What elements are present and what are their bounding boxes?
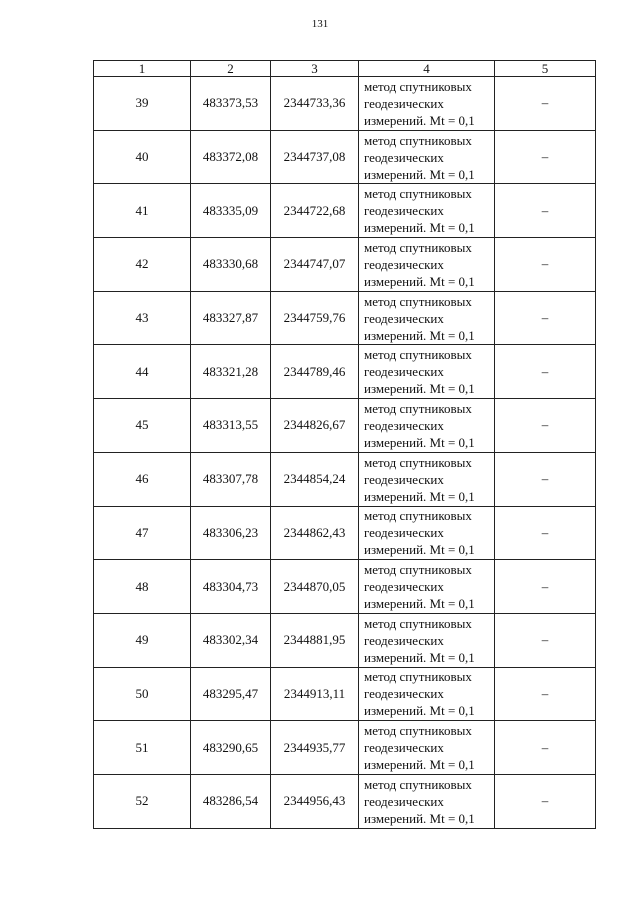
method-line: измерений. Mt = 0,1 [364, 112, 475, 128]
table-body [94, 77, 596, 829]
point-number-cell: 46 [94, 452, 191, 506]
coord-y-cell: 2344854,24 [271, 452, 359, 506]
note-cell: – [495, 77, 596, 131]
method-line: геодезических [364, 632, 444, 648]
method-cell [359, 130, 495, 184]
header-col-3: 3 [271, 61, 359, 77]
coord-y-cell: 2344733,36 [271, 77, 359, 131]
table-row [94, 667, 596, 721]
method-line: измерений. Mt = 0,1 [364, 596, 475, 612]
table-row [94, 506, 596, 560]
coord-x-cell: 483306,23 [191, 506, 271, 560]
coord-y-cell: 2344737,08 [271, 130, 359, 184]
point-number-cell: 49 [94, 613, 191, 667]
method-line: измерений. Mt = 0,1 [364, 810, 475, 826]
method-line: измерений. Mt = 0,1 [364, 166, 475, 182]
method-cell [359, 774, 495, 828]
method-cell [359, 184, 495, 238]
coord-y-cell: 2344870,05 [271, 560, 359, 614]
coord-y-cell: 2344759,76 [271, 291, 359, 345]
method-line: геодезических [364, 471, 444, 487]
coord-y-cell: 2344935,77 [271, 721, 359, 775]
note-cell: – [495, 667, 596, 721]
coord-x-cell: 483307,78 [191, 452, 271, 506]
method-line: метод спутниковых [364, 562, 472, 578]
table-row [94, 238, 596, 292]
method-line: геодезических [364, 256, 444, 272]
table-row [94, 613, 596, 667]
method-line: метод спутниковых [364, 615, 472, 631]
coord-y-cell: 2344722,68 [271, 184, 359, 238]
method-cell [359, 721, 495, 775]
table-row [94, 560, 596, 614]
table-row [94, 345, 596, 399]
coord-x-cell: 483313,55 [191, 399, 271, 453]
method-line: измерений. Mt = 0,1 [364, 757, 475, 773]
method-line: измерений. Mt = 0,1 [364, 434, 475, 450]
table-row [94, 452, 596, 506]
point-number-cell: 40 [94, 130, 191, 184]
table-row [94, 774, 596, 828]
method-cell [359, 291, 495, 345]
method-line: измерений. Mt = 0,1 [364, 273, 475, 289]
method-line: геодезических [364, 310, 444, 326]
table-row [94, 130, 596, 184]
coord-x-cell: 483304,73 [191, 560, 271, 614]
note-cell: – [495, 613, 596, 667]
note-cell: – [495, 560, 596, 614]
method-line: измерений. Mt = 0,1 [364, 542, 475, 558]
point-number-cell: 43 [94, 291, 191, 345]
method-cell [359, 506, 495, 560]
point-number-cell: 41 [94, 184, 191, 238]
method-cell [359, 452, 495, 506]
method-line: геодезических [364, 740, 444, 756]
coord-x-cell: 483327,87 [191, 291, 271, 345]
header-row [94, 61, 596, 77]
method-line: геодезических [364, 149, 444, 165]
method-line: геодезических [364, 525, 444, 541]
header-col-1: 1 [94, 61, 191, 77]
point-number-cell: 45 [94, 399, 191, 453]
coord-x-cell: 483321,28 [191, 345, 271, 399]
coord-x-cell: 483302,34 [191, 613, 271, 667]
coord-x-cell: 483372,08 [191, 130, 271, 184]
method-line: метод спутниковых [364, 723, 472, 739]
method-cell [359, 238, 495, 292]
method-cell [359, 560, 495, 614]
table-row [94, 399, 596, 453]
method-line: геодезических [364, 686, 444, 702]
note-cell: – [495, 345, 596, 399]
header-col-2: 2 [191, 61, 271, 77]
table-row [94, 77, 596, 131]
coord-y-cell: 2344956,43 [271, 774, 359, 828]
point-number-cell: 52 [94, 774, 191, 828]
method-line: метод спутниковых [364, 347, 472, 363]
note-cell: – [495, 238, 596, 292]
method-line: измерений. Mt = 0,1 [364, 488, 475, 504]
method-line: измерений. Mt = 0,1 [364, 381, 475, 397]
method-cell [359, 77, 495, 131]
table-row [94, 291, 596, 345]
note-cell: – [495, 184, 596, 238]
note-cell: – [495, 506, 596, 560]
table-header [94, 61, 596, 77]
method-line: геодезических [364, 793, 444, 809]
note-cell: – [495, 774, 596, 828]
coord-y-cell: 2344862,43 [271, 506, 359, 560]
method-line: метод спутниковых [364, 132, 472, 148]
method-line: геодезических [364, 95, 444, 111]
note-cell: – [495, 452, 596, 506]
method-line: метод спутниковых [364, 400, 472, 416]
coord-x-cell: 483335,09 [191, 184, 271, 238]
method-line: метод спутниковых [364, 454, 472, 470]
coord-x-cell: 483330,68 [191, 238, 271, 292]
coord-y-cell: 2344789,46 [271, 345, 359, 399]
method-line: метод спутниковых [364, 669, 472, 685]
method-cell [359, 345, 495, 399]
coord-x-cell: 483290,65 [191, 721, 271, 775]
coord-y-cell: 2344826,67 [271, 399, 359, 453]
method-cell [359, 399, 495, 453]
header-col-4: 4 [359, 61, 495, 77]
point-number-cell: 50 [94, 667, 191, 721]
note-cell: – [495, 130, 596, 184]
method-cell [359, 613, 495, 667]
coord-y-cell: 2344881,95 [271, 613, 359, 667]
table-row [94, 184, 596, 238]
point-number-cell: 47 [94, 506, 191, 560]
method-line: метод спутниковых [364, 78, 472, 94]
method-line: метод спутниковых [364, 293, 472, 309]
method-line: геодезических [364, 203, 444, 219]
method-line: метод спутниковых [364, 508, 472, 524]
coord-x-cell: 483373,53 [191, 77, 271, 131]
note-cell: – [495, 721, 596, 775]
method-line: геодезических [364, 579, 444, 595]
coordinates-table [93, 60, 596, 829]
method-line: метод спутниковых [364, 186, 472, 202]
coord-x-cell: 483295,47 [191, 667, 271, 721]
note-cell: – [495, 291, 596, 345]
method-line: измерений. Mt = 0,1 [364, 649, 475, 665]
method-line: метод спутниковых [364, 239, 472, 255]
header-col-5: 5 [495, 61, 596, 77]
point-number-cell: 44 [94, 345, 191, 399]
method-line: геодезических [364, 417, 444, 433]
point-number-cell: 42 [94, 238, 191, 292]
method-line: геодезических [364, 364, 444, 380]
point-number-cell: 51 [94, 721, 191, 775]
table-row [94, 721, 596, 775]
page-number: 131 [311, 18, 329, 30]
point-number-cell: 48 [94, 560, 191, 614]
note-cell: – [495, 399, 596, 453]
coord-y-cell: 2344913,11 [271, 667, 359, 721]
coord-y-cell: 2344747,07 [271, 238, 359, 292]
method-line: измерений. Mt = 0,1 [364, 220, 475, 236]
method-line: измерений. Mt = 0,1 [364, 327, 475, 343]
coord-x-cell: 483286,54 [191, 774, 271, 828]
method-cell [359, 667, 495, 721]
method-line: измерений. Mt = 0,1 [364, 703, 475, 719]
method-line: метод спутниковых [364, 776, 472, 792]
point-number-cell: 39 [94, 77, 191, 131]
